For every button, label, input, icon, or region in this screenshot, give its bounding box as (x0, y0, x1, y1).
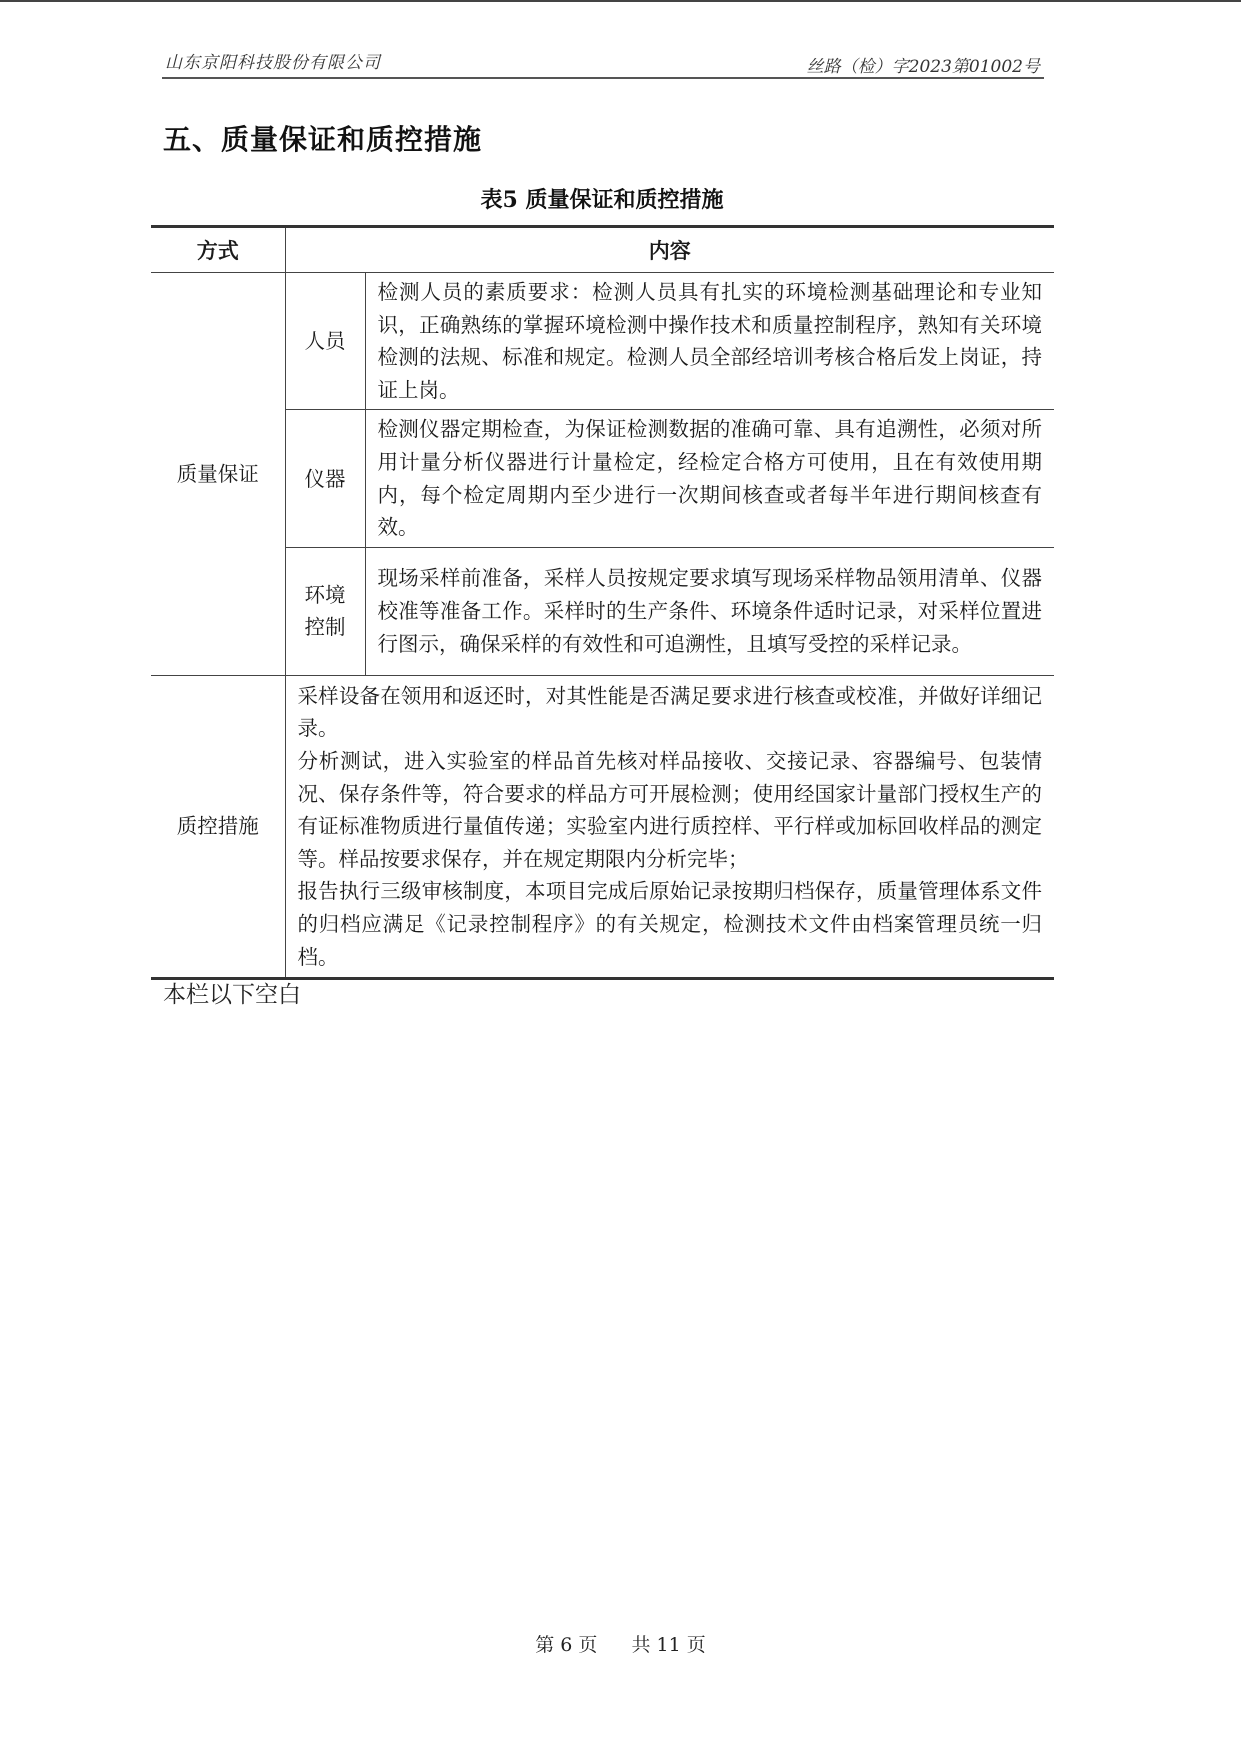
section-title: 五、质量保证和质控措施 (163, 123, 483, 156)
header-rule (162, 77, 1044, 79)
sub-label-environment-control: 环境控制 (285, 547, 365, 675)
quality-table (151, 225, 1054, 980)
table-header-row (151, 227, 1054, 273)
table-row (151, 675, 1054, 978)
table-row (151, 410, 1054, 547)
page-total: 共 11 页 (631, 1634, 706, 1656)
qc-paragraph: 分析测试，进入实验室的样品首先核对样品接收、交接记录、容器编号、包装情况、保存条件等，符合要求的样品方可开展检测；使用经国家计量部门授权生产的有证标准物质进行量值传递；实验室内进行质控样、平行样或加标回收样品的测定等。样品按要求保存，并在规定期限内分析完毕； (297, 748, 1042, 871)
table-row (151, 547, 1054, 675)
content-environment-control: 现场采样前准备，采样人员按规定要求填写现场采样物品领用清单、仪器校准等准备工作。采样时的生产条件、环境条件适时记录，对采样位置进行图示，确保采样的有效性和可追溯性，且填写受控的采样记录。 (365, 547, 1054, 675)
qc-paragraph: 采样设备在领用和返还时，对其性能是否满足要求进行核查或校准，并做好详细记录。 (297, 683, 1042, 741)
content-personnel: 检测人员的素质要求：检测人员具有扎实的环境检测基础理论和专业知识，正确熟练的掌握环境检测中操作技术和质量控制程序，熟知有关环境检测的法规、标准和规定。检测人员全部经培训考核合格后发上岗证，持证上岗。 (365, 273, 1054, 410)
col-header-method: 方式 (151, 227, 285, 273)
col-header-content: 内容 (285, 227, 1054, 273)
header-company: 山东京阳科技股份有限公司 (165, 53, 381, 73)
page-footer (0, 1630, 1241, 1657)
table-row (151, 273, 1054, 410)
blank-below-note: 本栏以下空白 (163, 982, 301, 1008)
qc-paragraph: 报告执行三级审核制度，本项目完成后原始记录按期归档保存，质量管理体系文件的归档应满足《记录控制程序》的有关规定，检测技术文件由档案管理员统一归档。 (297, 879, 1042, 969)
sub-label-personnel: 人员 (285, 273, 365, 410)
sub-label-instrument: 仪器 (285, 410, 365, 547)
group-label-qc-measures: 质控措施 (151, 675, 285, 978)
header-doc-number: 丝路（检）字2023第01002号 (806, 57, 1040, 77)
table-caption: 表5 质量保证和质控措施 (480, 187, 724, 213)
page-top-edge (0, 0, 1241, 2)
content-qc-measures (285, 675, 1054, 978)
page-number: 第 6 页 (535, 1634, 598, 1656)
content-instrument: 检测仪器定期检查，为保证检测数据的准确可靠、具有追溯性，必须对所用计量分析仪器进行计量检定，经检定合格方可使用，且在有效使用期内，每个检定周期内至少进行一次期间核查或者每半年进行期间核查有效。 (365, 410, 1054, 547)
group-label-quality-assurance: 质量保证 (151, 273, 285, 676)
